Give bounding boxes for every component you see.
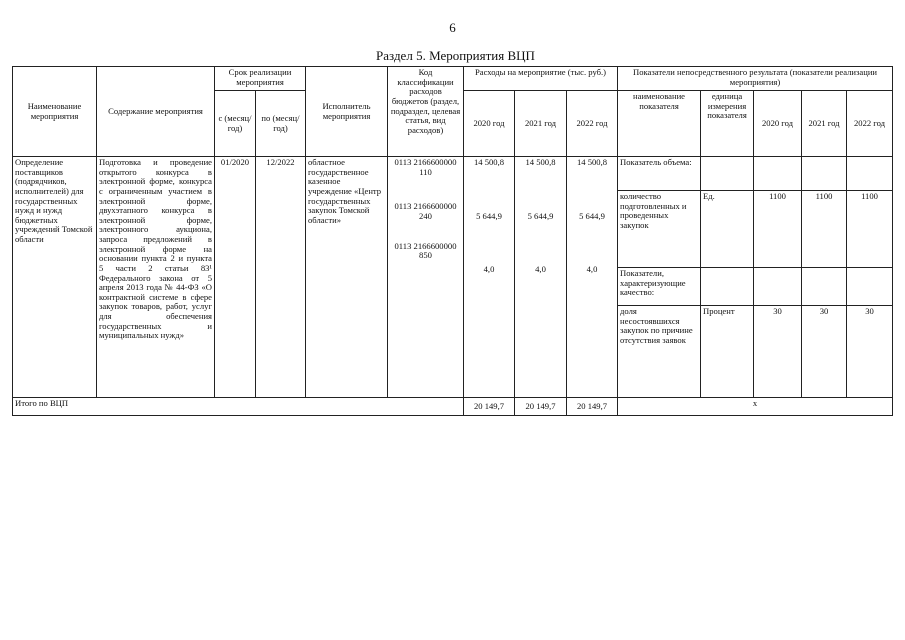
col-period-to-header: по (месяц/ год) [256, 91, 306, 157]
table-row [13, 157, 893, 191]
indicator-name: Показатели, характеризующие качество: [618, 268, 701, 306]
indicator-unit [701, 268, 754, 306]
budget-code-1: 0113 2166600000 110 [394, 157, 457, 177]
col-name-header: Наименование мероприятия [13, 67, 97, 157]
budget-codes [388, 157, 464, 398]
indicator-2020 [754, 157, 802, 191]
indicator-2020: 30 [754, 306, 802, 398]
section-title: Раздел 5. Мероприятия ВЦП [376, 48, 535, 63]
col-code-header: Код классификации расходов бюджетов (раздел, подраздел, целевая статья, вид расходов) [388, 67, 464, 157]
budget-code-3: 0113 2166600000 850 [394, 240, 457, 261]
indicator-unit: Ед. [701, 191, 754, 268]
expense-value: 5 644,9 [527, 210, 554, 221]
indicator-2020: 1100 [754, 191, 802, 268]
col-expenses-header: Расходы на мероприятие (тыс. руб.) [464, 67, 618, 91]
col-unit-header: единица измерения показателя [701, 91, 754, 157]
budget-code-2: 0113 2166600000 240 [394, 201, 457, 221]
indicator-2021: 1100 [802, 191, 847, 268]
col-expenses-2020-header: 2020 год [464, 91, 515, 157]
indicator-2022: 30 [847, 306, 893, 398]
expense-value: 14 500,8 [525, 157, 556, 167]
col-expenses-2021-header: 2021 год [515, 91, 567, 157]
page-number: 6 [449, 20, 456, 35]
total-row [13, 398, 893, 416]
indicator-2022 [847, 157, 893, 191]
col-content-header: Содержание мероприятия [97, 67, 215, 157]
expenses-2022 [567, 157, 618, 398]
indicator-unit: Процент [701, 306, 754, 398]
indicator-2020 [754, 268, 802, 306]
total-2020: 20 149,7 [464, 398, 515, 416]
col-indicators-2020-header: 2020 год [754, 91, 802, 157]
col-period-from-header: с (месяц/ год) [215, 91, 256, 157]
col-indicators-2021-header: 2021 год [802, 91, 847, 157]
indicator-name: количество подготовленных и проведенных закупок [618, 191, 701, 268]
indicator-2021 [802, 268, 847, 306]
activity-executor: областное государственное казенное учреждение «Центр государственных закупок Томской области» [306, 157, 388, 398]
col-executor-header: Исполнитель мероприятия [306, 67, 388, 157]
header-row-1 [13, 67, 893, 91]
total-label: Итого по ВЦП [13, 398, 464, 416]
col-indicators-2022-header: 2022 год [847, 91, 893, 157]
expenses-2020 [464, 157, 515, 398]
indicator-name: Показатель объема: [618, 157, 701, 191]
expense-value: 14 500,8 [473, 157, 505, 167]
total-2022: 20 149,7 [567, 398, 618, 416]
indicator-2022: 1100 [847, 191, 893, 268]
col-period-header: Срок реализации мероприятия [215, 67, 306, 91]
total-2021: 20 149,7 [515, 398, 567, 416]
activity-name: Определение поставщиков (подрядчиков, исполнителей) для государственных нужд и нужд бюджетных учреждений Томской области [13, 157, 97, 398]
period-from: 01/2020 [215, 157, 256, 398]
indicator-unit [701, 157, 754, 191]
expense-value: 4,0 [586, 264, 598, 275]
expenses-2021 [515, 157, 567, 398]
expense-value: 5 644,9 [579, 210, 605, 221]
expense-value: 4,0 [535, 264, 546, 275]
col-indicators-header: Показатели непосредственного результата (показатели реализации мероприятия) [618, 67, 893, 91]
col-expenses-2022-header: 2022 год [567, 91, 618, 157]
activities-table [12, 66, 893, 416]
period-to: 12/2022 [256, 157, 306, 398]
indicator-2021: 30 [802, 306, 847, 398]
activity-content: Подготовка и проведение открытого конкурса в электронной форме, конкурса с ограниченным участием в электронной форме, двухэтапного конкурса в электронной форме, электронного аукциона, запроса предложений в электронной форме на основании пункта 2 и пункта 5 части 2 статьи 83¹ Федерального закона от 5 апреля 2013 года № 44-ФЗ «О контрактной системе в сфере закупок товаров, работ, услуг для обеспечения государственных и муниципальных нужд» [97, 157, 215, 398]
expense-value: 14 500,8 [576, 157, 608, 167]
col-indicator-name-header: наименование показателя [618, 91, 701, 157]
indicator-name: доля несостоявшихся закупок по причине отсутствия заявок [618, 306, 701, 398]
expense-value: 4,0 [483, 264, 495, 275]
indicator-2021 [802, 157, 847, 191]
indicator-2022 [847, 268, 893, 306]
expense-value: 5 644,9 [476, 210, 502, 221]
total-indicators-mark: x [618, 398, 893, 416]
